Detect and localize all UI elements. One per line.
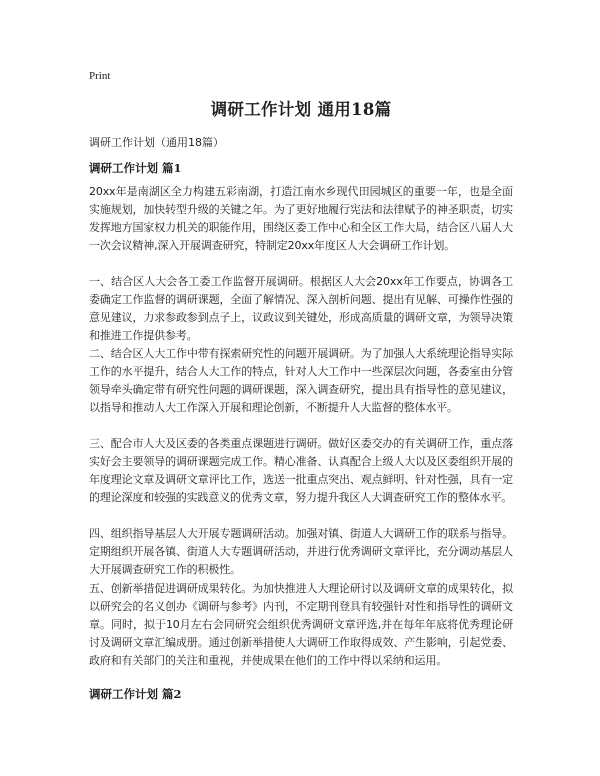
paragraph: 五、创新举措促进调研成果转化。为加快推进人大理论研讨以及调研文章的成果转化，拟以研究会的名义创办《调研与参考》内刊，不定期刊登具有较强针对性和指导性的调研文章。同时，拟于10月左右会同研究会组织优秀调研文章评选,并在每年年底将优秀理论研讨及调研文章汇编成册。通过创新举措使人大调研工作取得成效、产生影响，引起党委、政府和有关部门的关注和重视，并使成果在他们的工作中得以采纳和运用。 — [89, 582, 513, 667]
paragraph: 20xx年是南湖区全力构建五彩南湖，打造江南水乡现代田园城区的重要一年，也是全面实施规划，加快转型升级的关键之年。为了更好地履行宪法和法律赋予的神圣职责，切实发挥地方国家权力机关的职能作用，围绕区委工作中心和全区工作大局，结合区八届人大一次会议精神,深入开展调查研究，特制定20xx年度区人大会调研工作计划。 — [89, 185, 513, 252]
section-heading: 调研工作计划 篇2 — [89, 687, 182, 701]
print-label[interactable]: Print — [89, 70, 111, 82]
paragraph: 三、配合市人大及区委的各类重点课题进行调研。做好区委交办的有关调研工作，重点落实好会主要领导的调研课题完成工作。精心准备、认真配合上级人大以及区委组织开展的年度理论文章及调研文章评比工作，选送一批重点突出、观点鲜明、针对性强，具有一定的理论深度和较强的实践意义的优秀文章，努力提升我区人大调查研究工作的整体水平。 — [89, 437, 513, 504]
section-heading: 调研工作计划 篇1 — [89, 161, 182, 175]
page-title: 调研工作计划 通用18篇 — [210, 100, 392, 119]
paragraph: 四、组织指导基层人大开展专题调研活动。加强对镇、街道人大调研工作的联系与指导。定期组织开展各镇、街道人大专题调研活动，并进行优秀调研文章评比，充分调动基层人大开展调查研究工作的积极性。 — [89, 527, 513, 576]
document-subtitle: 调研工作计划（通用18篇） — [89, 136, 224, 149]
paragraph: 一、结合区人大会各工委工作监督开展调研。根据区人大会20xx年工作要点，协调各工委确定工作监督的调研课题，全面了解情况、深入剖析问题、提出有见解、可操作性强的意见建议，力求参政参到点子上，议政议到关键处，形成高质量的调研文章，为领导决策和推进工作提供参考。 — [89, 275, 513, 342]
paragraph: 二、结合区人大工作中带有探索研究性的问题开展调研。为了加强人大系统理论指导实际工作的水平提升，结合人大工作的特点，针对人大工作中一些深层次问题，各委室由分管领导牵头确定带有研究性问题的调研课题，深入调查研究，提出具有指导性的意见建议，以指导和推动人大工作深入开展和理论创新，不断提升人大监督的整体水平。 — [89, 347, 513, 414]
